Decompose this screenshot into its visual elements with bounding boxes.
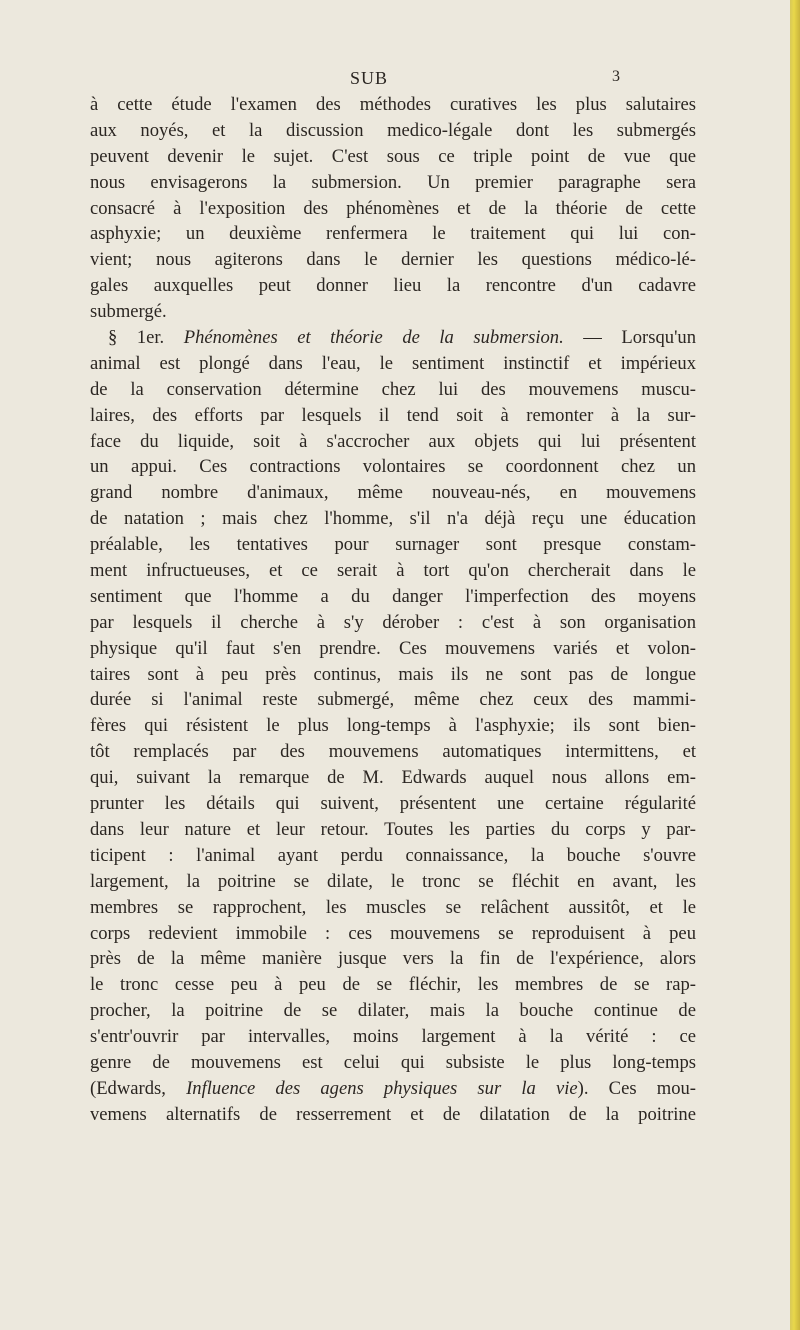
text-line: taires sont à peu près continus, mais ils ne sont pas de longue [90,663,696,685]
text-line: à cette étude l'examen des méthodes curatives les plus salutaires [90,94,696,115]
text-line: sentiment que l'homme a du danger l'imperfection des moyens [90,585,696,607]
text-line: aux noyés, et la discussion medico-légale dont les submergés [90,119,696,141]
text-line: membres se rapprochent, les muscles se relâchent aussitôt, et le [90,896,696,918]
text-line: par lesquels il cherche à s'y dérober : c'est à son organisation [90,611,696,633]
section-heading-line [90,325,696,351]
text-line: largement, la poitrine se dilate, le tronc se fléchit en avant, les [90,870,696,892]
text-line: procher, la poitrine de se dilater, mais la bouche continue de [90,1000,696,1022]
citation-title: Influence des agens physiques sur la vie [186,1077,578,1099]
running-head: SUB [350,68,389,88]
text-line: tôt remplacés par des mouvemens automatiques intermittens, et [90,741,696,763]
page-number: 3 [612,68,620,85]
text-line: de la conservation détermine chez lui des mouvemens muscu- [90,378,696,400]
text-line: submergé. [90,301,167,323]
text-line: près de la même manière jusque vers la fin de l'expérience, alors [90,948,696,970]
section-heading-rest: — Lorsqu'un [563,327,696,349]
text-line: dans leur nature et leur retour. Toutes les parties du corps y par- [90,818,696,840]
text-line: un appui. Ces contractions volontaires se coordonnent chez un [90,456,696,478]
citation-before: (Edwards, [90,1077,187,1099]
text-line: ticipent : l'animal ayant perdu connaissance, la bouche s'ouvre [90,844,696,866]
text-line: qui, suivant la remarque de M. Edwards auquel nous allons em- [90,767,696,789]
text-line: genre de mouvemens est celui qui subsiste le plus long-temps [90,1051,696,1073]
text-line: consacré à l'exposition des phénomènes et de la théorie de cette [90,197,696,219]
text-line: le tronc cesse peu à peu de se fléchir, les membres de se rap- [90,974,696,996]
text-line: corps redevient immobile : ces mouvemens se reproduisent à peu [90,922,696,944]
text-line: vient; nous agiterons dans le dernier les questions médico-lé- [90,249,696,271]
text-line: de natation ; mais chez l'homme, s'il n'a déjà reçu une éducation [90,508,696,530]
text-line: vemens alternatifs de resserrement et de dilatation de la poitrine [90,1103,696,1125]
book-edge [790,0,800,1330]
citation-line [90,1076,696,1102]
text-line: peuvent devenir le sujet. C'est sous ce triple point de vue que [90,145,696,167]
text-line: préalable, les tentatives pour surnager sont presque constam- [90,534,696,556]
text-line: physique qu'il faut s'en prendre. Ces mouvemens variés et volon- [90,637,696,659]
text-line: durée si l'animal reste submergé, même chez ceux des mammi- [90,689,696,711]
text-line: s'entr'ouvrir par intervalles, moins largement à la vérité : ce [90,1026,696,1048]
body-text [90,92,696,1128]
text-line: grand nombre d'animaux, même nouveau-nés, en mouvemens [90,482,696,504]
text-line: animal est plongé dans l'eau, le sentiment instinctif et impérieux [90,352,696,374]
citation-after: ). Ces mou- [577,1077,696,1099]
page-header [0,68,790,92]
text-line: face du liquide, soit à s'accrocher aux objets qui lui présentent [90,430,696,452]
text-line: asphyxie; un deuxième renfermera le traitement qui lui con- [90,223,696,245]
text-line: prunter les détails qui suivent, présentent une certaine régularité [90,793,696,815]
text-line: ment infructueuses, et ce serait à tort qu'on chercherait dans le [90,560,696,582]
section-mark: § 1er. [108,327,165,349]
text-line: laires, des efforts par lesquels il tend soit à remonter à la sur- [90,404,696,426]
text-line: gales auxquelles peut donner lieu la rencontre d'un cadavre [90,275,696,297]
text-line: nous envisagerons la submersion. Un premier paragraphe sera [90,171,696,193]
text-line: fères qui résistent le plus long-temps à l'asphyxie; ils sont bien- [90,715,696,737]
section-title: Phénomènes et théorie de la submersion. [183,327,564,349]
